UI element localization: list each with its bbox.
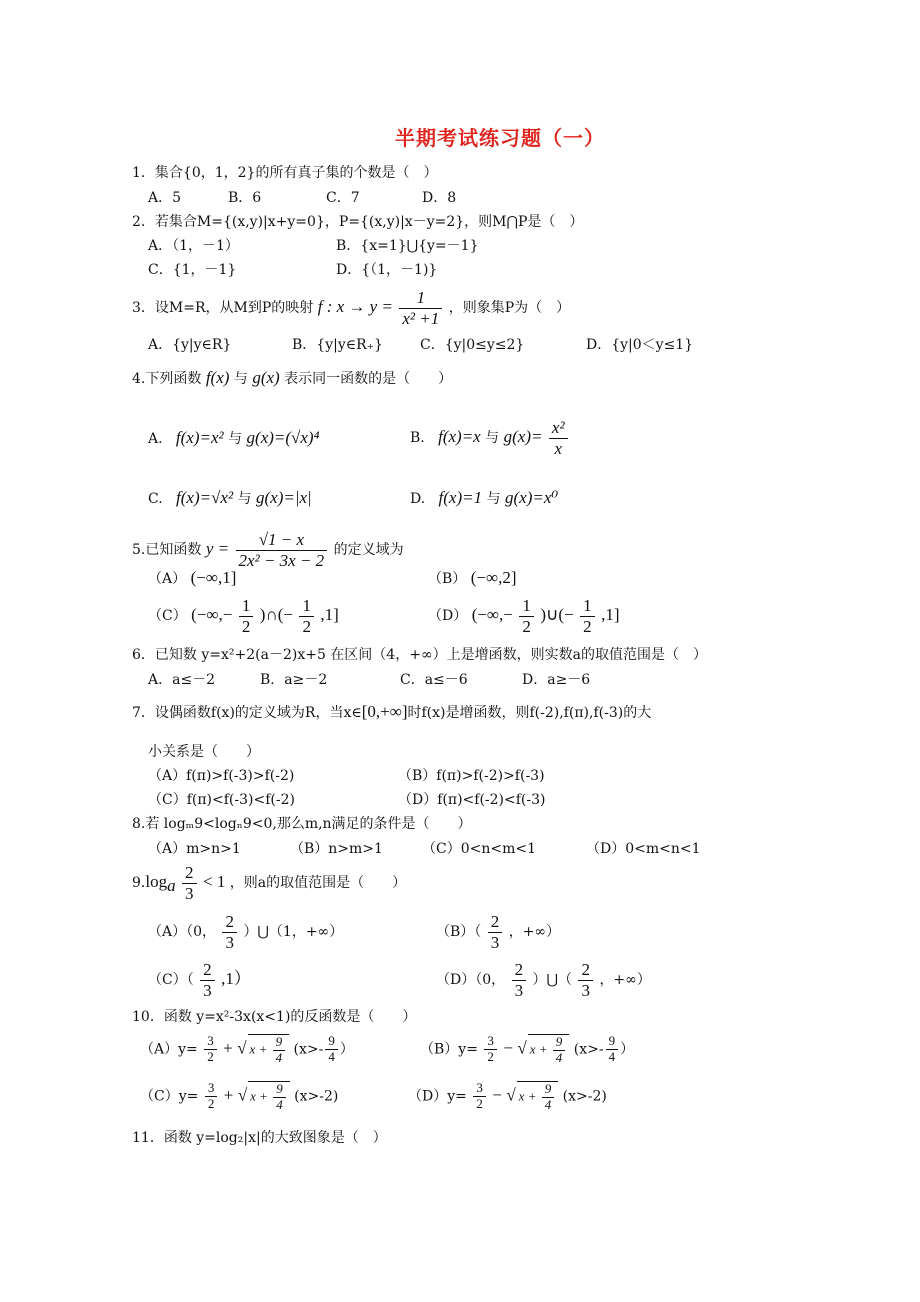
q9-d-den-1: 3 <box>514 980 524 1000</box>
q4-d-with: 与 <box>486 491 501 507</box>
q10-a-radical <box>248 1034 290 1066</box>
q9-option-a <box>148 912 343 952</box>
q5-option-a <box>148 568 236 588</box>
q7-option-c: （C）f(π)<f(-3)<f(-2) <box>148 792 295 808</box>
q9-stem-a: 9. <box>132 875 146 892</box>
q10-c-sign: + <box>223 1085 234 1105</box>
q10-b-94 <box>553 1035 566 1066</box>
q10-b-cond-den: 4 <box>608 1048 616 1064</box>
q1-option-c: C．7 <box>326 190 360 206</box>
q9-option-b <box>436 912 560 952</box>
q10-a-rad-x: x + <box>249 1041 268 1057</box>
q5-y: y = <box>205 539 230 559</box>
q10-b-32 <box>484 1034 497 1065</box>
question-8-stem: 8.若 logₘ9<logₙ9<0,那么m,n满足的条件是（ ） <box>132 816 472 832</box>
q10-a-32-num: 3 <box>204 1034 217 1050</box>
q10-a-label: （A）y= <box>140 1041 198 1058</box>
q10-c-radical <box>248 1081 290 1113</box>
q9-a-fraction <box>222 912 237 952</box>
q9-option-c <box>148 960 251 1000</box>
q4-a-f: f(x)=x² <box>175 428 224 447</box>
q9-denominator: 3 <box>185 883 194 903</box>
q5-c-label: （C） <box>148 608 187 625</box>
q9-option-d <box>436 960 651 1000</box>
q10-d-cond: (x>-2) <box>562 1088 607 1105</box>
q7-interval: [0,+∞] <box>361 702 408 721</box>
q4-b-f: f(x)=x <box>438 427 481 447</box>
q3-option-b: B．{y|y∈R₊} <box>292 337 383 353</box>
q4-option-b <box>410 418 570 458</box>
q2-option-d: D．{（1，－1)} <box>336 262 438 278</box>
q5-c-expr-b: )∩(− <box>259 605 293 625</box>
q9-c-fraction <box>200 960 215 1000</box>
q10-a-32 <box>204 1034 217 1065</box>
q4-a-g: g(x)=(√x)⁴ <box>246 428 320 447</box>
q3-mapping: f : x → y = <box>317 297 393 317</box>
q9-d-pre: （D）（0， <box>436 972 506 989</box>
q10-d-rad-x: x + <box>518 1088 537 1104</box>
q4-b-with: 与 <box>485 430 500 447</box>
q1-option-b: B．6 <box>228 190 262 206</box>
q10-b-94-num: 9 <box>553 1035 566 1051</box>
q10-a-close: ） <box>339 1041 354 1058</box>
q4-option-a <box>148 428 320 448</box>
question-10-stem: 10．函数 y=x²-3x(x<1)的反函数是（ ） <box>132 1009 417 1025</box>
q9-fraction <box>182 863 197 903</box>
q4-c-label: C. <box>148 491 163 507</box>
q3-stem-a: 3．设M=R，从M到P的映射 <box>132 300 314 317</box>
q5-numerator: √1 − x <box>236 530 328 551</box>
q3-denominator: x² +1 <box>402 308 440 328</box>
q4-option-d <box>410 488 558 508</box>
q6-option-a: A．a≤－2 <box>148 672 216 688</box>
q9-d-fraction-2 <box>578 960 593 1000</box>
q7-stem-c: 小关系是（ ） <box>148 744 260 760</box>
q9-numerator: 2 <box>182 863 197 884</box>
q4-a-with: 与 <box>228 431 243 447</box>
q2-option-a: A．（1，－1） <box>148 238 239 254</box>
q8-option-b: （B）n>m>1 <box>290 841 383 857</box>
q3-option-a: A．{y|y∈R} <box>148 337 232 353</box>
q3-numerator: 1 <box>399 288 442 309</box>
q10-option-a: （A）y= $\frac{3}{2}$ + √ x + $\frac{9}{4}$ (x>- $\frac{9}{4}$ ） <box>140 1033 354 1065</box>
q5-d-half-1-num: 1 <box>519 596 534 617</box>
q10-c-rad-x: x + <box>250 1088 268 1104</box>
q6-option-d: D．a≥－6 <box>522 672 591 688</box>
q4-c-f: f(x)=√x² <box>176 488 234 507</box>
q7-option-d: （D）f(π)<f(-2)<f(-3) <box>398 792 546 808</box>
q10-a-cond-num: 9 <box>325 1034 338 1050</box>
q9-c-den: 3 <box>203 980 212 1000</box>
question-3-stem <box>132 288 570 328</box>
q9-log: log <box>145 872 168 892</box>
question-1-stem: 1．集合{0，1，2}的所有真子集的个数是（ ） <box>132 165 438 181</box>
q9-d-num-1: 2 <box>512 960 527 981</box>
q10-d-radical <box>517 1081 559 1113</box>
q5-c-expr-a: (−∞,− <box>191 605 233 625</box>
q9-c-pre: （C）（ <box>148 972 194 989</box>
q5-option-d <box>428 596 620 636</box>
q10-c-94-den: 4 <box>276 1096 283 1112</box>
q5-option-b <box>428 568 517 588</box>
q4-c-g: g(x)=|x| <box>255 488 312 507</box>
q9-c-post: ,1） <box>221 969 251 989</box>
question-11-stem: 11．函数 y=log₂|x|的大致图象是（ ） <box>132 1130 387 1146</box>
q4-b-numerator: x² <box>549 418 568 439</box>
q5-stem-b: 的定义域为 <box>333 542 404 559</box>
q10-d-label: （D）y= <box>408 1088 467 1105</box>
q9-a-pre: （A）（0， <box>148 924 217 941</box>
q4-gx: g(x) <box>252 368 280 387</box>
q10-option-b: （B）y= $\frac{3}{2}$ − √ x + $\frac{9}{4}$ (x>- $\frac{9}{4}$ ） <box>420 1033 635 1065</box>
q9-b-fraction <box>488 912 503 952</box>
q5-d-expr-c: ,1] <box>601 605 620 625</box>
q5-a-expr: (−∞,1] <box>190 568 237 587</box>
q9-a-den: 3 <box>225 932 234 952</box>
q9-d-post: ，+∞） <box>599 972 651 989</box>
q5-d-half-2 <box>580 596 595 636</box>
q5-fraction <box>236 530 328 570</box>
q5-d-label: （D） <box>428 608 468 625</box>
q5-b-label: （B） <box>428 571 467 587</box>
q10-c-32-num: 3 <box>205 1081 218 1097</box>
q5-d-half-1 <box>519 596 534 636</box>
q10-a-94 <box>273 1035 286 1066</box>
q5-c-expr-c: ,1] <box>320 605 339 625</box>
q4-b-denominator: x <box>554 438 563 458</box>
q1-option-d: D．8 <box>422 190 457 206</box>
q9-b-pre: （B）（ <box>436 924 482 941</box>
q2-option-b: B．{x=1}⋃{y=－1} <box>336 238 479 254</box>
q9-b-post: ，+∞） <box>508 924 561 941</box>
q2-option-c: C．{1，－1} <box>148 262 237 278</box>
q7-stem-a: 7．设偶函数f(x)的定义域为R，当x∈ <box>132 705 362 721</box>
q10-option-d: （D）y= $\frac{3}{2}$ − √ x + $\frac{9}{4}$ (x>-2) <box>408 1080 607 1112</box>
q5-d-half-2-den: 2 <box>583 616 592 636</box>
q5-b-expr: (−∞,2] <box>470 568 517 587</box>
q7-option-a: （A）f(π)>f(-3)>f(-2) <box>148 768 295 784</box>
q10-a-32-den: 2 <box>207 1048 214 1064</box>
q8-option-a: （A）m>n>1 <box>148 841 241 857</box>
q9-a-num: 2 <box>222 912 237 933</box>
q10-a-sign: + <box>223 1038 233 1058</box>
q10-c-cond: (x>-2) <box>294 1088 339 1105</box>
q4-c-with: 与 <box>237 491 252 507</box>
q10-c-32-den: 2 <box>207 1095 215 1111</box>
q10-d-sign: − <box>492 1085 502 1105</box>
q10-option-c: （C）y= $\frac{3}{2}$ + √ x + $\frac{9}{4}$ (x>-2) <box>140 1080 339 1112</box>
q5-d-half-1-den: 2 <box>522 616 531 636</box>
q4-b-label: B. <box>410 430 425 447</box>
q10-c-94 <box>273 1082 286 1113</box>
q5-c-half-1 <box>239 596 254 636</box>
q9-d-den-2: 3 <box>581 980 590 1000</box>
q10-d-94 <box>542 1082 555 1113</box>
q5-d-expr-b: )∪(− <box>540 605 574 625</box>
q9-d-fraction-1 <box>512 960 527 1000</box>
q4-stem-b: 与 <box>233 371 248 387</box>
q5-c-half-1-num: 1 <box>239 596 254 617</box>
q4-d-f: f(x)=1 <box>438 488 483 507</box>
q8-option-d: （D）0<m<n<1 <box>586 841 701 857</box>
q6-option-b: B．a≥－2 <box>260 672 328 688</box>
q4-stem-a: 4.下列函数 <box>132 371 202 387</box>
q10-b-radical <box>528 1034 570 1066</box>
question-7-stem <box>132 702 651 722</box>
q3-option-d: D．{y|0＜y≤1} <box>586 337 694 353</box>
page-title: 半期考试练习题（一） <box>395 126 605 150</box>
q10-c-94-num: 9 <box>273 1082 286 1098</box>
q9-rel: < 1 <box>203 872 226 892</box>
q7-stem-b: 时f(x)是增函数，则f(-2),f(π),f(-3)的大 <box>407 705 652 721</box>
q7-option-b: （B）f(π)>f(-2)>f(-3) <box>398 768 545 784</box>
q9-stem-b: ，则a的取值范围是（ ） <box>229 875 407 892</box>
q9-b-den: 3 <box>490 932 500 952</box>
q10-b-close: ） <box>620 1041 635 1058</box>
question-6-stem: 6．已知数 y=x²+2(a－2)x+5 在区间（4，+∞）上是增函数，则实数a的取值范围是（ ） <box>132 647 707 663</box>
q10-a-94-num: 9 <box>273 1035 286 1051</box>
q3-fraction <box>399 288 442 328</box>
q10-b-cond: (x>- <box>573 1041 604 1058</box>
q5-d-half-2-num: 1 <box>580 596 595 617</box>
q9-a-post: ）⋃（1，+∞） <box>243 924 344 941</box>
q10-d-32-den: 2 <box>476 1095 483 1111</box>
q8-option-c: （C）0<n<m<1 <box>422 841 537 857</box>
q9-d-mid: ）⋃（ <box>532 972 573 989</box>
q9-d-num-2: 2 <box>578 960 593 981</box>
q10-b-sign: − <box>503 1038 513 1058</box>
q4-d-label: D. <box>410 491 426 507</box>
q4-b-g: g(x)= <box>503 427 543 447</box>
q10-c-label: （C）y= <box>140 1088 199 1105</box>
q10-a-94-den: 4 <box>275 1049 283 1065</box>
q10-d-94-num: 9 <box>542 1082 555 1098</box>
q10-a-cond: (x>- <box>293 1041 324 1058</box>
question-9-stem <box>132 863 406 903</box>
q10-b-cond-94 <box>606 1034 619 1065</box>
question-4-stem <box>132 368 452 388</box>
q5-option-c <box>148 596 339 636</box>
question-2-stem: 2．若集合M={(x,y)|x+y=0}，P={(x,y)|x－y=2}，则M⋂P是（ ） <box>132 214 584 230</box>
q5-c-half-2-den: 2 <box>302 616 311 636</box>
q6-option-c: C．a≤－6 <box>400 672 468 688</box>
q10-b-32-num: 3 <box>484 1034 497 1050</box>
q5-c-half-2 <box>299 596 314 636</box>
q1-option-a: A．5 <box>148 190 182 206</box>
q5-d-expr-a: (−∞,− <box>471 605 513 625</box>
q10-d-32 <box>473 1081 486 1112</box>
q10-a-cond-den: 4 <box>328 1048 335 1064</box>
q4-a-label: A. <box>148 431 163 447</box>
q10-d-94-den: 4 <box>544 1096 552 1112</box>
q10-b-94-den: 4 <box>555 1049 563 1065</box>
q9-base: a <box>167 875 176 895</box>
q10-c-32 <box>205 1081 218 1112</box>
q5-denominator: 2x² − 3x − 2 <box>238 550 325 570</box>
q9-c-num: 2 <box>200 960 215 981</box>
q4-b-fraction <box>549 418 568 458</box>
q10-d-32-num: 3 <box>473 1081 486 1097</box>
q5-c-half-2-num: 1 <box>299 596 314 617</box>
q5-a-label: （A） <box>148 571 187 587</box>
q4-d-g: g(x)=x⁰ <box>505 488 559 507</box>
q3-stem-b: ，则象集P为（ ） <box>448 300 571 317</box>
q5-stem-a: 5.已知函数 <box>132 542 202 559</box>
q4-stem-c: 表示同一函数的是（ ） <box>284 371 453 387</box>
q10-b-32-den: 2 <box>487 1048 494 1064</box>
q9-b-num: 2 <box>488 912 503 933</box>
q3-option-c: C．{y|0≤y≤2} <box>420 337 525 353</box>
q5-c-half-1-den: 2 <box>241 616 251 636</box>
q10-a-cond-94 <box>325 1034 338 1065</box>
q10-b-label: （B）y= <box>420 1041 478 1058</box>
q4-option-c <box>148 488 312 508</box>
q4-fx: f(x) <box>205 368 230 387</box>
q10-b-rad-x: x + <box>529 1041 548 1057</box>
q10-b-cond-num: 9 <box>606 1034 619 1050</box>
question-5-stem <box>132 530 404 570</box>
